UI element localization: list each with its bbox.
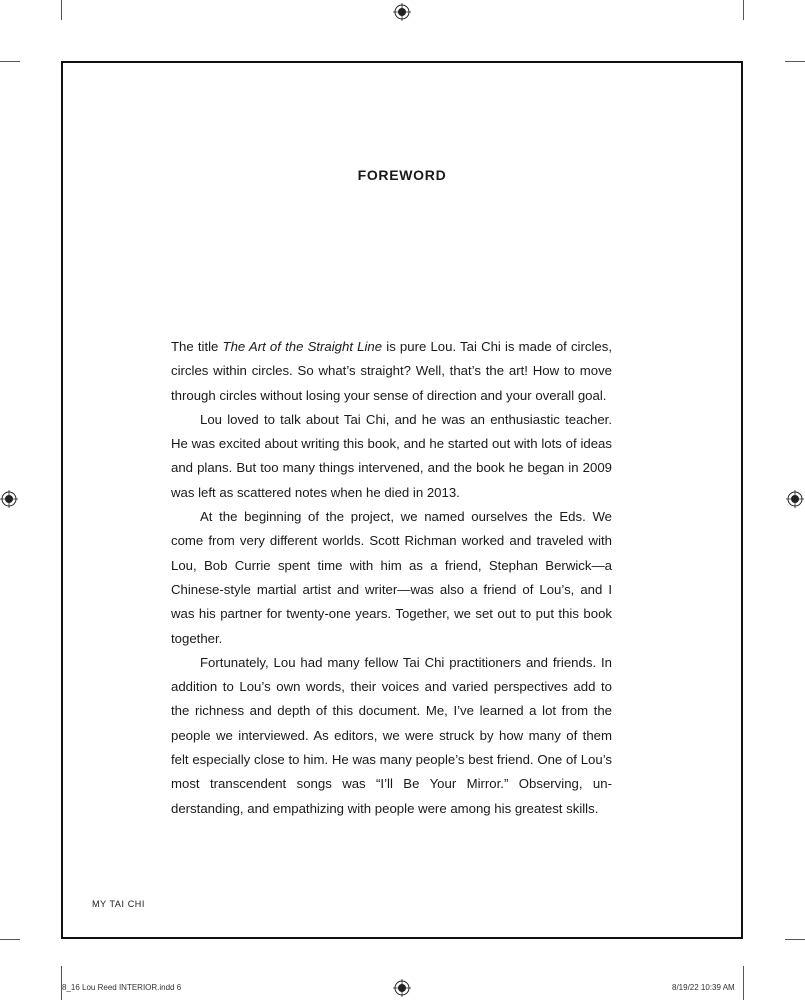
crop-mark [743,0,744,20]
body-text [171,335,612,821]
crop-mark [61,0,62,20]
paragraph: At the beginning of the project, we named ourselves the Eds. We come from very different worlds. Scott Richman worked and traveled with Lou, Bob Currie spent time with him as a friend, Stephan Berwick—a Chinese-style martial artist and writer—was also a friend of Lou’s, and I was his partner for twenty-one years. Together, we set out to put this book together. [171,509,612,646]
slug-file-name: 8_16 Lou Reed INTERIOR.indd 6 [62,983,182,992]
slug-timestamp: 8/19/22 10:39 AM [672,983,735,992]
page-frame-left [61,61,63,939]
paragraph: Lou loved to talk about Tai Chi, and he was an enthusiastic teacher. He was excited about writing this book, and he started out with lots of ideas and plans. But too many things intervened, and the book he began in 2009 was left as scattered notes when he died in 2013. [171,411,612,500]
registration-mark-icon [786,490,804,508]
crop-mark [785,61,805,62]
crop-mark [0,939,20,940]
registration-mark-icon [0,490,18,508]
page-frame-right [741,61,743,939]
chapter-title: FOREWORD [357,167,447,183]
paragraph: The title The Art of the Straight Line is pure Lou. Tai Chi is made of circles, circles within circles. So what’s straight? Well, that’s the art! How to move through circles without losing your sense of direction and your overall goal. [171,339,612,403]
running-footer: MY TAI CHI [92,899,146,909]
crop-mark [785,939,805,940]
registration-mark-icon [393,979,411,997]
crop-mark [0,61,20,62]
paragraph: Fortunately, Lou had many fellow Tai Chi practitioners and friends. In addition to Lou’s own words, their voices and varied perspectives add to the richness and depth of this document. Me, I’ve learned a lot from the people we interviewed. As editors, we were struck by how many of them felt especially close to him. He was many people’s best friend. One of Lou’s most transcendent songs was “I’ll Be Your Mirror.” Observing, understanding, and empathizing with people were among his greatest skills. [171,654,612,816]
crop-mark [743,966,744,1000]
registration-mark-icon [393,3,411,21]
book-title: The Art of the Straight Line [222,339,383,354]
page-frame-bottom [61,937,743,939]
page-frame-top [61,61,743,63]
